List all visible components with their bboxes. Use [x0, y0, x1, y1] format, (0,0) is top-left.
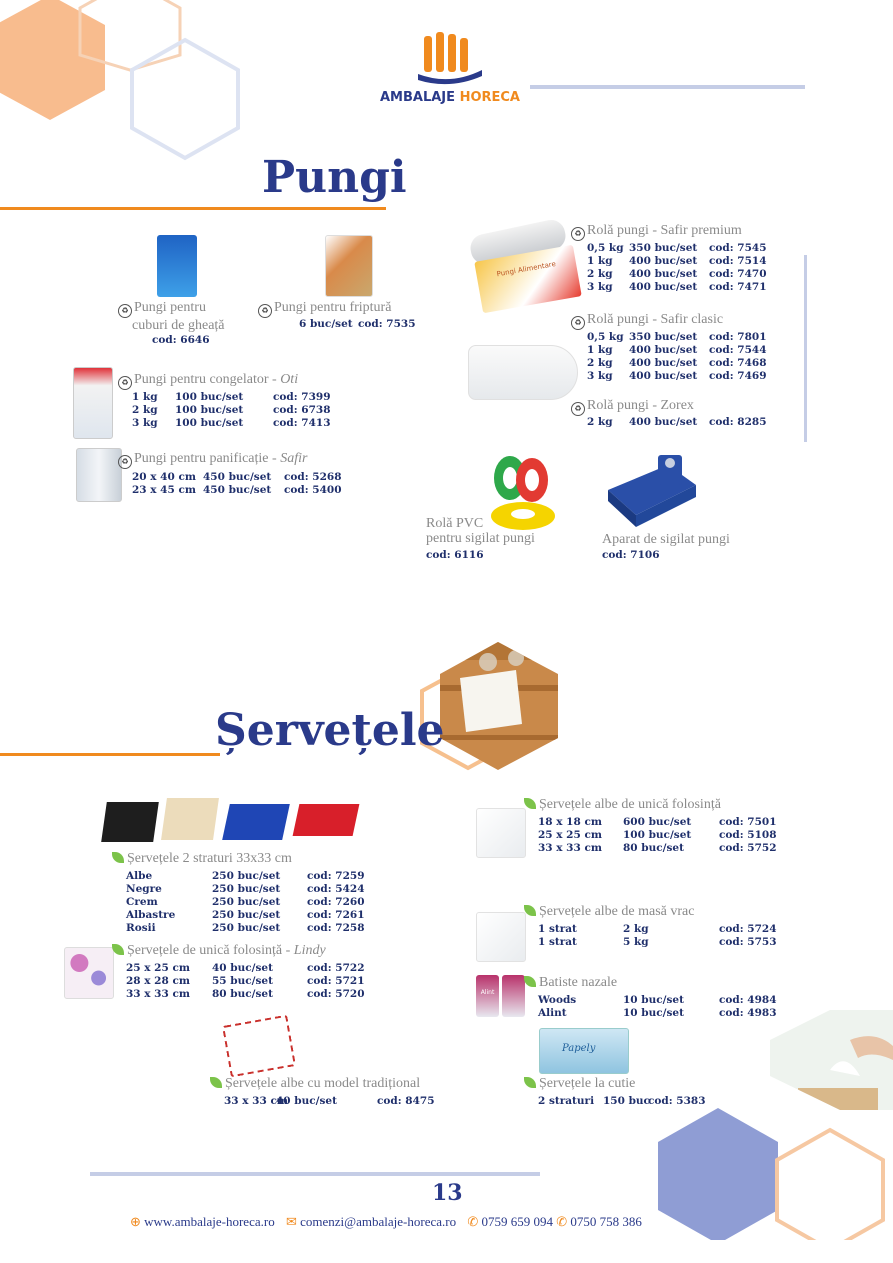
brand-name-a: AMBALAJE: [380, 90, 456, 105]
website-link[interactable]: www.ambalaje-horeca.ro: [144, 1214, 275, 1229]
lindy-napkins-table: [126, 962, 365, 1001]
package-label: Pungi Alimentare: [474, 245, 582, 314]
section-title-napkins: Șervețele: [215, 705, 445, 756]
table-row: 33 x 33 cm 80 buc/set cod: 5720: [126, 988, 365, 1000]
traditional-napkins-image: [222, 1015, 296, 1078]
roast-bag-image: [325, 235, 373, 297]
box-napkins-title: Șervețele la cutie: [524, 1076, 635, 1091]
white-bulk-napkins-image: [476, 912, 526, 962]
decorative-hexagons-bottom: [650, 1010, 893, 1240]
roll-premium-title: ♻ Rolă pungi - Safir premium: [571, 223, 742, 241]
napkins-title-underline: [0, 753, 220, 756]
white-single-table: [538, 816, 777, 855]
table-row: Alint 10 buc/set cod: 4983: [538, 1007, 777, 1019]
roast-bag-title: ♻ Pungi pentru friptură: [258, 300, 391, 318]
recycle-icon: ♻: [571, 402, 585, 416]
roll-premium-image: [470, 227, 578, 307]
white-single-title: Șervețele albe de unică folosință: [524, 797, 721, 812]
bag-sealer-code: cod: 7106: [602, 549, 660, 561]
table-row: 28 x 28 cm 55 buc/set cod: 5721: [126, 975, 365, 987]
roll-classic-image: [468, 345, 578, 400]
ice-bag-code: cod: 6646: [152, 334, 210, 346]
roll-classic-title: ♻ Rolă pungi - Safir clasic: [571, 312, 723, 330]
bag-sealer-image: [600, 455, 700, 530]
bakery-bags-title: ♻ Pungi pentru panificație - Safir: [118, 451, 307, 469]
roll-zorex-title: ♻ Rolă pungi - Zorex: [571, 398, 694, 416]
roll-classic-table: [587, 331, 767, 383]
freezer-bag-image: [73, 367, 113, 439]
tissue-box-label: Papely: [562, 1043, 596, 1054]
eco-leaf-icon: [210, 1077, 222, 1088]
table-row: 33 x 33 cm 80 buc/set cod: 5752: [538, 842, 777, 854]
ice-bag-image: [157, 235, 197, 297]
eco-leaf-icon: [524, 798, 536, 809]
footer-rule: [90, 1172, 540, 1176]
table-row: 25 x 25 cm 40 buc/set cod: 5722: [126, 962, 365, 974]
table-row: 3 kg 400 buc/set cod: 7469: [587, 370, 767, 382]
traditional-napkins-title: Șervețele albe cu model tradițional: [210, 1076, 420, 1091]
tissue-box-image: [539, 1028, 629, 1074]
lindy-napkins-title: Șervețele de unică folosință - Lindy: [112, 943, 326, 958]
table-row: 23 x 45 cm 450 buc/set cod: 5400: [132, 484, 342, 496]
table-row: 2 kg 400 buc/set cod: 7468: [587, 357, 767, 369]
recycle-icon: ♻: [258, 304, 272, 318]
phone-icon: ✆: [556, 1214, 568, 1229]
table-row: 0,5 kg 350 buc/set cod: 7801: [587, 331, 767, 343]
table-row: 3 kg 100 buc/set cod: 7413: [132, 417, 331, 429]
header-rule: [530, 85, 805, 89]
roll-zorex-table: [587, 416, 767, 429]
recycle-icon: ♻: [571, 227, 585, 241]
recycle-icon: ♻: [118, 376, 132, 390]
table-row: 0,5 kg 350 buc/set cod: 7545: [587, 242, 767, 254]
table-row: 1 kg 400 buc/set cod: 7544: [587, 344, 767, 356]
white-napkins-image: [476, 808, 526, 858]
table-row: 1 strat 5 kg cod: 5753: [538, 936, 777, 948]
tissues-image: [476, 975, 526, 1017]
decorative-hexagons-top: [0, 0, 260, 170]
freezer-bags-title: ♻ Pungi pentru congelator - Oti: [118, 372, 298, 390]
email-link[interactable]: comenzi@ambalaje-horeca.ro: [300, 1214, 457, 1229]
table-row: 20 x 40 cm 450 buc/set cod: 5268: [132, 471, 342, 483]
table-row: 25 x 25 cm 100 buc/set cod: 5108: [538, 829, 777, 841]
mail-icon: ✉: [285, 1214, 297, 1229]
roast-bag-code: cod: 7535: [358, 318, 416, 330]
napkins-2ply-title: Șervețele 2 straturi 33x33 cm: [112, 851, 292, 866]
tissues-title: Batiste nazale: [524, 975, 617, 990]
phone-2[interactable]: 0750 758 386: [570, 1214, 642, 1229]
recycle-icon: ♻: [118, 304, 132, 318]
freezer-bags-table: [132, 391, 331, 430]
pvc-tape-title: Rolă PVC pentru sigilat pungi: [426, 516, 535, 546]
bags-title-underline: [0, 207, 386, 210]
table-row: Albe 250 buc/set cod: 7259: [126, 870, 365, 882]
brand-logo: [370, 30, 530, 105]
globe-icon: ⊕: [130, 1214, 141, 1229]
bakery-bags-table: [132, 471, 342, 497]
eco-leaf-icon: [112, 944, 124, 955]
roast-bag-qty: 6 buc/set: [299, 318, 353, 330]
napkins-2ply-table: [126, 870, 365, 935]
white-bulk-table: [538, 923, 777, 949]
recycle-icon: ♻: [118, 455, 132, 469]
eco-leaf-icon: [524, 905, 536, 916]
cutlery-logo-icon: [370, 30, 530, 88]
table-row: Albastre 250 buc/set cod: 7261: [126, 909, 365, 921]
eco-leaf-icon: [112, 852, 124, 863]
lindy-napkins-image: [64, 947, 114, 999]
table-row: 2 kg 400 buc/set cod: 8285: [587, 416, 767, 428]
section-title-bags: Pungi: [262, 152, 407, 203]
napkins-2ply-image: [104, 798, 360, 846]
eco-leaf-icon: [524, 1077, 536, 1088]
brand-name-b: HORECA: [459, 90, 520, 105]
bakery-bag-image: [76, 448, 122, 502]
table-row: 1 kg 400 buc/set cod: 7514: [587, 255, 767, 267]
table-row: 2 kg 400 buc/set cod: 7470: [587, 268, 767, 280]
white-bulk-title: Șervețele albe de masă vrac: [524, 904, 694, 919]
recycle-icon: ♻: [571, 316, 585, 330]
table-row: 2 straturi 150 buc cod: 5383: [538, 1095, 706, 1107]
table-row: Negre 250 buc/set cod: 5424: [126, 883, 365, 895]
table-row: 1 kg 100 buc/set cod: 7399: [132, 391, 331, 403]
right-vertical-rule: [804, 255, 807, 442]
page-number: 13: [432, 1180, 463, 1206]
ice-bag-title: ♻ Pungi pentru cuburi de gheață: [118, 300, 225, 333]
table-row: Rosii 250 buc/set cod: 7258: [126, 922, 365, 934]
table-row: 3 kg 400 buc/set cod: 7471: [587, 281, 767, 293]
eco-leaf-icon: [524, 976, 536, 987]
footer-contacts: [130, 1214, 642, 1230]
roll-premium-table: [587, 242, 767, 294]
tissue-pack-label: Alint: [476, 975, 499, 1017]
table-row: Crem 250 buc/set cod: 7260: [126, 896, 365, 908]
bag-sealer-title: Aparat de sigilat pungi: [602, 532, 730, 547]
table-row: 33 x 33 cm 40 buc/set cod: 8475: [224, 1095, 435, 1107]
table-row: 1 strat 2 kg cod: 5724: [538, 923, 777, 935]
table-row: 2 kg 100 buc/set cod: 6738: [132, 404, 331, 416]
phone-icon: ✆: [467, 1214, 479, 1229]
traditional-napkins-table: [224, 1095, 435, 1108]
phone-1[interactable]: 0759 659 094: [481, 1214, 553, 1229]
table-row: Woods 10 buc/set cod: 4984: [538, 994, 777, 1006]
pvc-tape-code: cod: 6116: [426, 549, 484, 561]
table-row: 18 x 18 cm 600 buc/set cod: 7501: [538, 816, 777, 828]
